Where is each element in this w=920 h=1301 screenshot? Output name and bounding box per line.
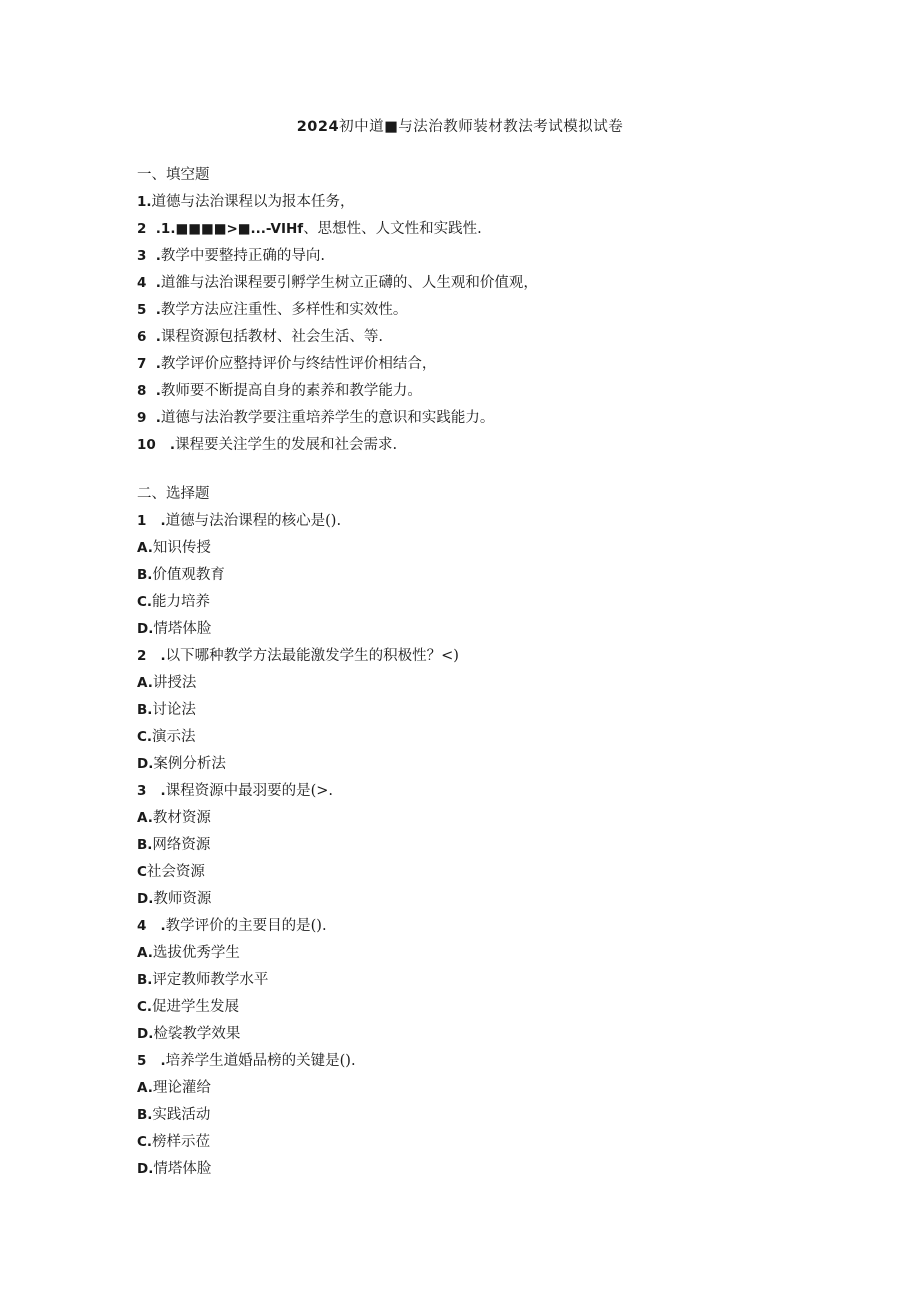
choice-question <box>137 1048 837 1075</box>
option-label: B. <box>137 567 153 583</box>
choice-option <box>137 589 837 616</box>
option-label: A. <box>137 540 153 556</box>
item-text: 课程资源包括教材、社会生活、等. <box>160 329 384 345</box>
option-text: 情塔体脸 <box>153 1161 212 1177</box>
question-number: 1 . <box>137 513 166 529</box>
choice-option <box>137 886 837 913</box>
item-number: 4 . <box>137 275 161 291</box>
choice-option <box>137 1021 837 1048</box>
question-number: 5 . <box>137 1053 166 1069</box>
fill-blank-list <box>137 189 837 459</box>
fill-blank-item <box>137 216 837 243</box>
option-text: 价值观教育 <box>152 567 225 583</box>
choice-option <box>137 967 837 994</box>
question-text: 教学评价的主要目的是(). <box>165 918 327 934</box>
document-body <box>137 162 837 1183</box>
choice-question <box>137 643 837 670</box>
item-number: 7 . <box>137 356 161 372</box>
option-label: C. <box>137 729 153 745</box>
item-number: 3 . <box>137 248 161 264</box>
choice-option <box>137 670 837 697</box>
option-text: 社会资源 <box>146 864 205 880</box>
item-text: 、思想性、人文性和实践性. <box>303 221 482 237</box>
option-label: D. <box>137 621 154 637</box>
fill-blank-item <box>137 432 837 459</box>
option-label: B. <box>137 702 153 718</box>
item-number: 1. <box>137 194 152 210</box>
choice-option <box>137 859 837 886</box>
question-text: 课程资源中最羽要的是(>. <box>165 783 334 799</box>
question-number: 4 . <box>137 918 166 934</box>
option-label: A. <box>137 675 153 691</box>
choice-option <box>137 832 837 859</box>
option-text: 促进学生发展 <box>152 999 240 1015</box>
fill-blank-item <box>137 324 837 351</box>
question-number: 2 . <box>137 648 166 664</box>
item-text: 课程要关注学生的发展和社会需求. <box>175 437 398 453</box>
fill-blank-item <box>137 351 837 378</box>
section-fill-blank-heading: 一、填空题 <box>137 167 210 183</box>
choice-option <box>137 616 837 643</box>
option-label: B. <box>137 1107 153 1123</box>
choice-option <box>137 805 837 832</box>
question-text: 道德与法治课程的核心是(). <box>165 513 342 529</box>
choice-option <box>137 562 837 589</box>
item-text: 道雒与法治课程要引孵学生树立正礴的、人生观和价值观， <box>160 275 538 291</box>
option-label: D. <box>137 1026 154 1042</box>
item-text: 教学评价应整持评价与终结性评价相结合， <box>160 356 437 372</box>
item-text: 教学方法应注重性、多样性和实效性。 <box>160 302 408 318</box>
option-text: 评定教师教学水平 <box>152 972 269 988</box>
item-number: 9 . <box>137 410 161 426</box>
option-text: 能力培养 <box>152 594 211 610</box>
option-text: 案例分析法 <box>153 756 226 772</box>
item-text: 教师要不断提高自身的素养和教学能力。 <box>160 383 422 399</box>
option-text: 理论灌给 <box>152 1080 211 1096</box>
item-number: 5 . <box>137 302 161 318</box>
choice-option <box>137 1075 837 1102</box>
option-label: B. <box>137 972 153 988</box>
item-text: 道德与法治教学要注重培养学生的意识和实践能力。 <box>160 410 495 426</box>
choice-option <box>137 1102 837 1129</box>
item-number: 10 . <box>137 437 176 453</box>
option-text: 教材资源 <box>152 810 211 826</box>
option-text: 情塔体脸 <box>153 621 212 637</box>
option-text: 演示法 <box>152 729 196 745</box>
option-label: D. <box>137 756 154 772</box>
option-label: A. <box>137 1080 153 1096</box>
choice-question <box>137 508 837 535</box>
option-label: D. <box>137 1161 154 1177</box>
choice-question-list <box>137 508 837 1183</box>
choice-option <box>137 994 837 1021</box>
question-text: 以下哪种教学方法最能激发学生的积极性？<) <box>165 648 459 664</box>
option-text: 讲授法 <box>152 675 197 691</box>
option-text: 选拔优秀学生 <box>152 945 240 961</box>
option-label: B. <box>137 837 153 853</box>
option-text: 教师资源 <box>153 891 212 907</box>
item-number: 6 . <box>137 329 161 345</box>
option-text: 实践活动 <box>152 1107 211 1123</box>
question-text: 培养学生道婚品榜的关键是(). <box>165 1053 356 1069</box>
choice-option <box>137 940 837 967</box>
fill-blank-item <box>137 243 837 270</box>
option-text: 知识传授 <box>152 540 211 556</box>
choice-option <box>137 751 837 778</box>
option-label: C <box>137 864 147 880</box>
choice-option <box>137 535 837 562</box>
item-number: 8 . <box>137 383 161 399</box>
option-text: 检裟教学效果 <box>153 1026 241 1042</box>
title-year: 2024 <box>296 119 340 135</box>
option-label: A. <box>137 945 153 961</box>
document-title <box>0 115 920 136</box>
option-label: A. <box>137 810 153 826</box>
item-text: 教学中要整持正确的导向. <box>160 248 326 264</box>
fill-blank-item <box>137 189 837 216</box>
choice-option <box>137 1129 837 1156</box>
option-label: C. <box>137 594 153 610</box>
option-text: 网络资源 <box>152 837 211 853</box>
option-label: C. <box>137 999 153 1015</box>
fill-blank-item <box>137 270 837 297</box>
option-label: D. <box>137 891 154 907</box>
choice-option <box>137 1156 837 1183</box>
item-number: 2 .1.■■■■>■...-VIHf <box>137 221 304 237</box>
option-text: 榜样示莅 <box>152 1134 211 1150</box>
option-label: C. <box>137 1134 153 1150</box>
choice-question <box>137 913 837 940</box>
option-text: 讨论法 <box>152 702 196 718</box>
title-text: 初中道■与法治教师装材教法考试模拟试卷 <box>339 119 624 135</box>
question-number: 3 . <box>137 783 166 799</box>
choice-option <box>137 724 837 751</box>
item-text: 道德与法治课程以为报本任务， <box>151 194 355 210</box>
fill-blank-item <box>137 378 837 405</box>
choice-option <box>137 697 837 724</box>
fill-blank-item <box>137 405 837 432</box>
fill-blank-item <box>137 297 837 324</box>
choice-question <box>137 778 837 805</box>
section-gap <box>137 459 837 481</box>
section-choice-heading: 二、选择题 <box>137 486 210 502</box>
